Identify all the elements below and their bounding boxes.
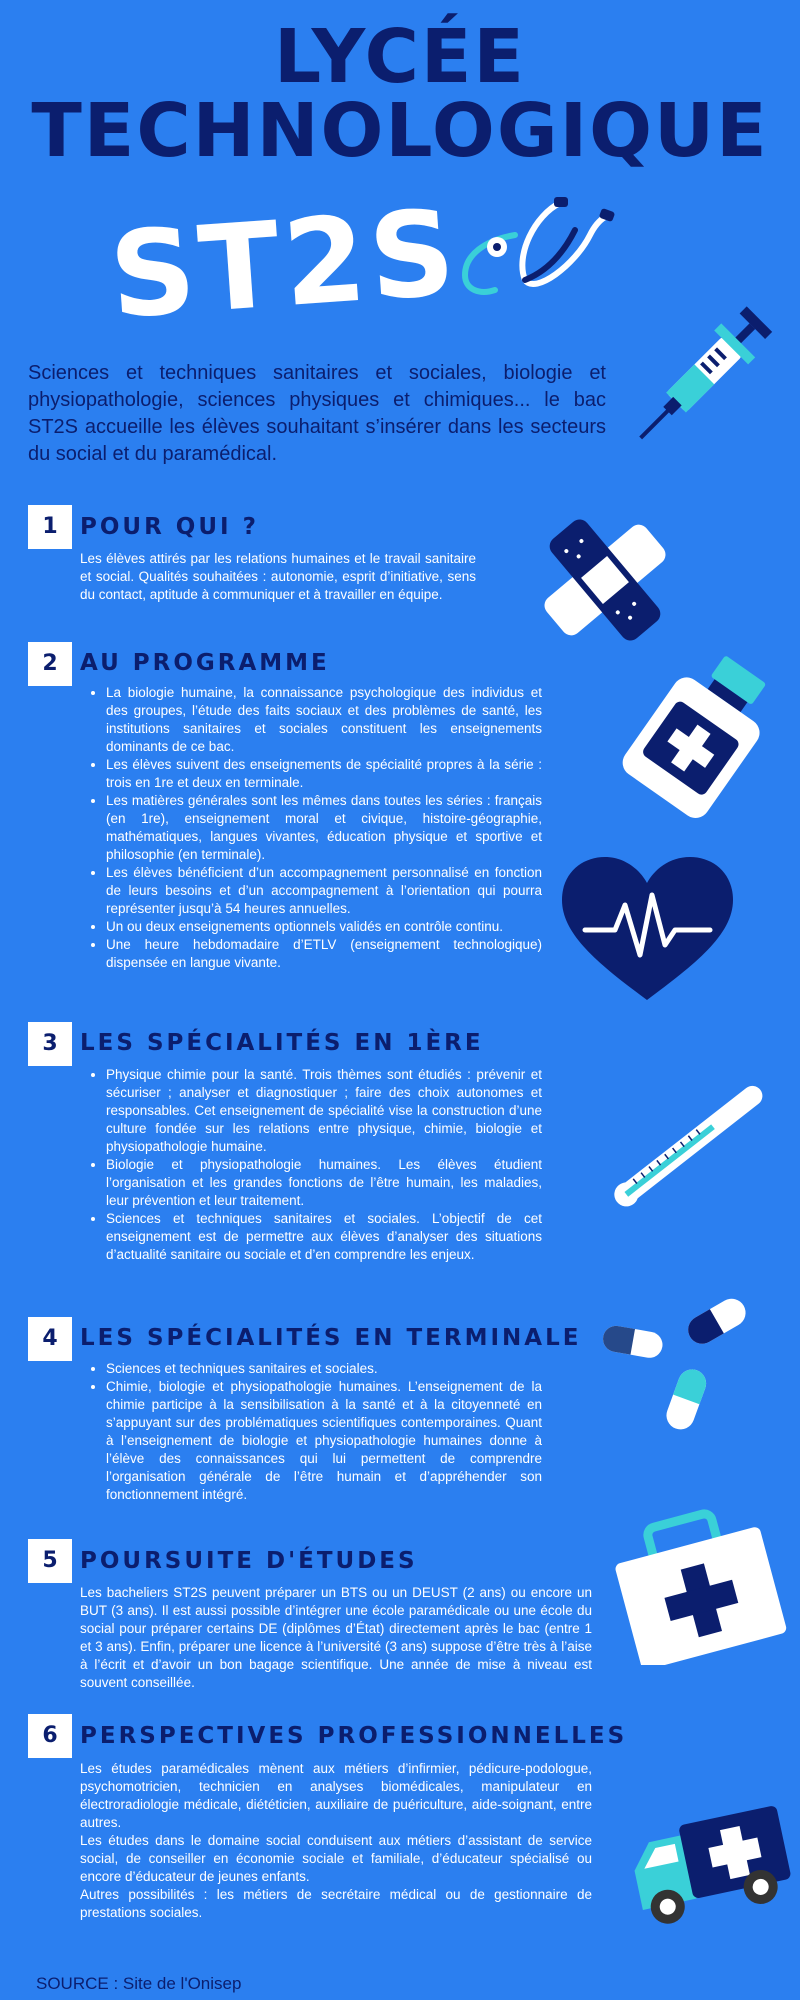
list-item: • Sciences et techniques sanitaires et sociales. L’objectif de cet enseignement est de permettre aux élèves d’analyser des situations d’actualité sanitaire ou sociale et d’en comprendre les enjeux.	[106, 1210, 542, 1264]
section-2-title: AU PROGRAMME	[80, 650, 330, 676]
list-item: • Physique chimie pour la santé. Trois thèmes sont étudiés : prévenir et sécuriser ; analyser et diagnostiquer ; faire des choix autonomes et responsables. Cet enseignement de spécialité vise la construction d’une culture fondée sur les relations entre physique, chimie, biologie et physiopathologie humaine.	[106, 1066, 542, 1156]
section-5-title: POURSUITE D'ÉTUDES	[80, 1548, 418, 1574]
page-title-line-2: TECHNOLOGIQUE	[31, 88, 769, 174]
list-item: • Un ou deux enseignements optionnels validés en contrôle continu.	[106, 918, 542, 936]
list-item: • Chimie, biologie et physiopathologie humaines. L’enseignement de la chimie participe à la sensibilisation à la santé et à la citoyenneté en s’appuyant sur des problématiques scientifiques contemporaines. Quant à l’enseignement de biologie et physiopathologie humaines donne à l’élève des connaissances qui lui permettent de comprendre l’organisation générale de l’être humain et d’appréhender son fonctionnement intégré.	[106, 1378, 542, 1504]
section-6-text	[80, 1760, 592, 1922]
intro-text: Sciences et techniques sanitaires et sociales, biologie et physiopathologie, sciences physiques et chimiques... le bac ST2S accueille les élèves souhaitant s’insérer dans les secteurs du social et du paramédical.	[28, 362, 606, 465]
section-6-paragraph: Les études dans le domaine social conduisent aux métiers d’assistant de service social, de conseiller en économie sociale et familiale, d’éducateur spécialisé ou encore d’éducateur de jeunes enfants.	[80, 1833, 592, 1884]
stethoscope-icon	[455, 195, 615, 305]
source-credit: SOURCE : Site de l'Onisep	[36, 1974, 242, 1993]
page-subtitle: ST2S	[105, 183, 463, 345]
pills-icon	[595, 1290, 755, 1440]
medicine-bottle-icon	[620, 650, 780, 820]
ambulance-icon	[625, 1795, 795, 1935]
list-item: • Sciences et techniques sanitaires et sociales.	[106, 1360, 542, 1378]
page-title-line-1: LYCÉE	[274, 14, 526, 100]
list-item: • Les élèves suivent des enseignements de spécialité propres à la série : trois en 1re et deux en terminale.	[106, 756, 542, 792]
list-item: • La biologie humaine, la connaissance psychologique des individus et des groupes, l’étude des faits sociaux et des problèmes de santé, les institutions sanitaires et sociales constituent les enseignements dominants de ce bac.	[106, 684, 542, 756]
section-3-number: 3	[28, 1022, 72, 1066]
section-1-number: 1	[28, 505, 72, 549]
list-item: • Les matières générales sont les mêmes dans toutes les séries : français (en 1re), enseignement moral et civique, histoire-géographie, mathématiques, langues vivantes, éducation physique et sportive et philosophie (en terminale).	[106, 792, 542, 864]
section-6-title: PERSPECTIVES PROFESSIONNELLES	[80, 1723, 628, 1749]
section-6-paragraph: Autres possibilités : les métiers de secrétaire médical ou de gestionnaire de prestations sociales.	[80, 1887, 592, 1920]
list-item: • Biologie et physiopathologie humaines. Les élèves étudient l’organisation et les grandes fonctions de l’être humain, les maladies, leur prévention et leur traitement.	[106, 1156, 542, 1210]
section-6-paragraph: Les études paramédicales mènent aux métiers d’infirmier, pédicure-podologue, psychomotricien, technicien en analyses biomédicales, manipulateur en électroradiologie médicale, diététicien, auxiliaire de puériculture, aide-soignant, entre autres.	[80, 1761, 592, 1830]
section-2-list	[80, 684, 542, 972]
section-2-number: 2	[28, 642, 72, 686]
section-4-title: LES SPÉCIALITÉS EN TERMINALE	[80, 1325, 582, 1351]
section-1-title: POUR QUI ?	[80, 514, 259, 540]
list-item: • Une heure hebdomadaire d’ETLV (enseignement technologique) dispensée en langue vivante.	[106, 936, 542, 972]
heart-pulse-icon	[560, 855, 735, 1005]
section-3-list	[80, 1066, 542, 1264]
section-4-number: 4	[28, 1317, 72, 1361]
section-6-number: 6	[28, 1714, 72, 1758]
section-3-title: LES SPÉCIALITÉS EN 1ÈRE	[80, 1030, 484, 1056]
section-1-text: Les élèves attirés par les relations humaines et le travail sanitaire et social. Qualités souhaitées : autonomie, esprit d’initiative, sens du contact, aptitude à communiquer et à travailler en équipe.	[80, 551, 476, 602]
first-aid-kit-icon	[615, 1505, 790, 1665]
thermometer-icon	[595, 1075, 780, 1220]
list-item: • Les élèves bénéficient d’un accompagnement personnalisé en fonction de leurs besoins et d’un accompagnement à l’orientation qui pourra représenter jusqu’à 54 heures annuelles.	[106, 864, 542, 918]
section-5-text: Les bacheliers ST2S peuvent préparer un BTS ou un DEUST (2 ans) ou encore un BUT (3 ans). Il est aussi possible d’intégrer une école paramédicale ou une école du social pour préparer certains DE (diplômes d’État) directement après le bac (entre 1 et 3 ans). Enfin, préparer une licence à l’université (3 ans) suppose d’être très à l’aise à l’écrit et d’avoir un bon bagage scientifique. Une année de mise à niveau est souvent conseillée.	[80, 1585, 592, 1690]
bandage-icon	[530, 505, 680, 655]
syringe-icon	[625, 300, 785, 450]
section-5-number: 5	[28, 1539, 72, 1583]
section-4-list	[80, 1360, 542, 1504]
